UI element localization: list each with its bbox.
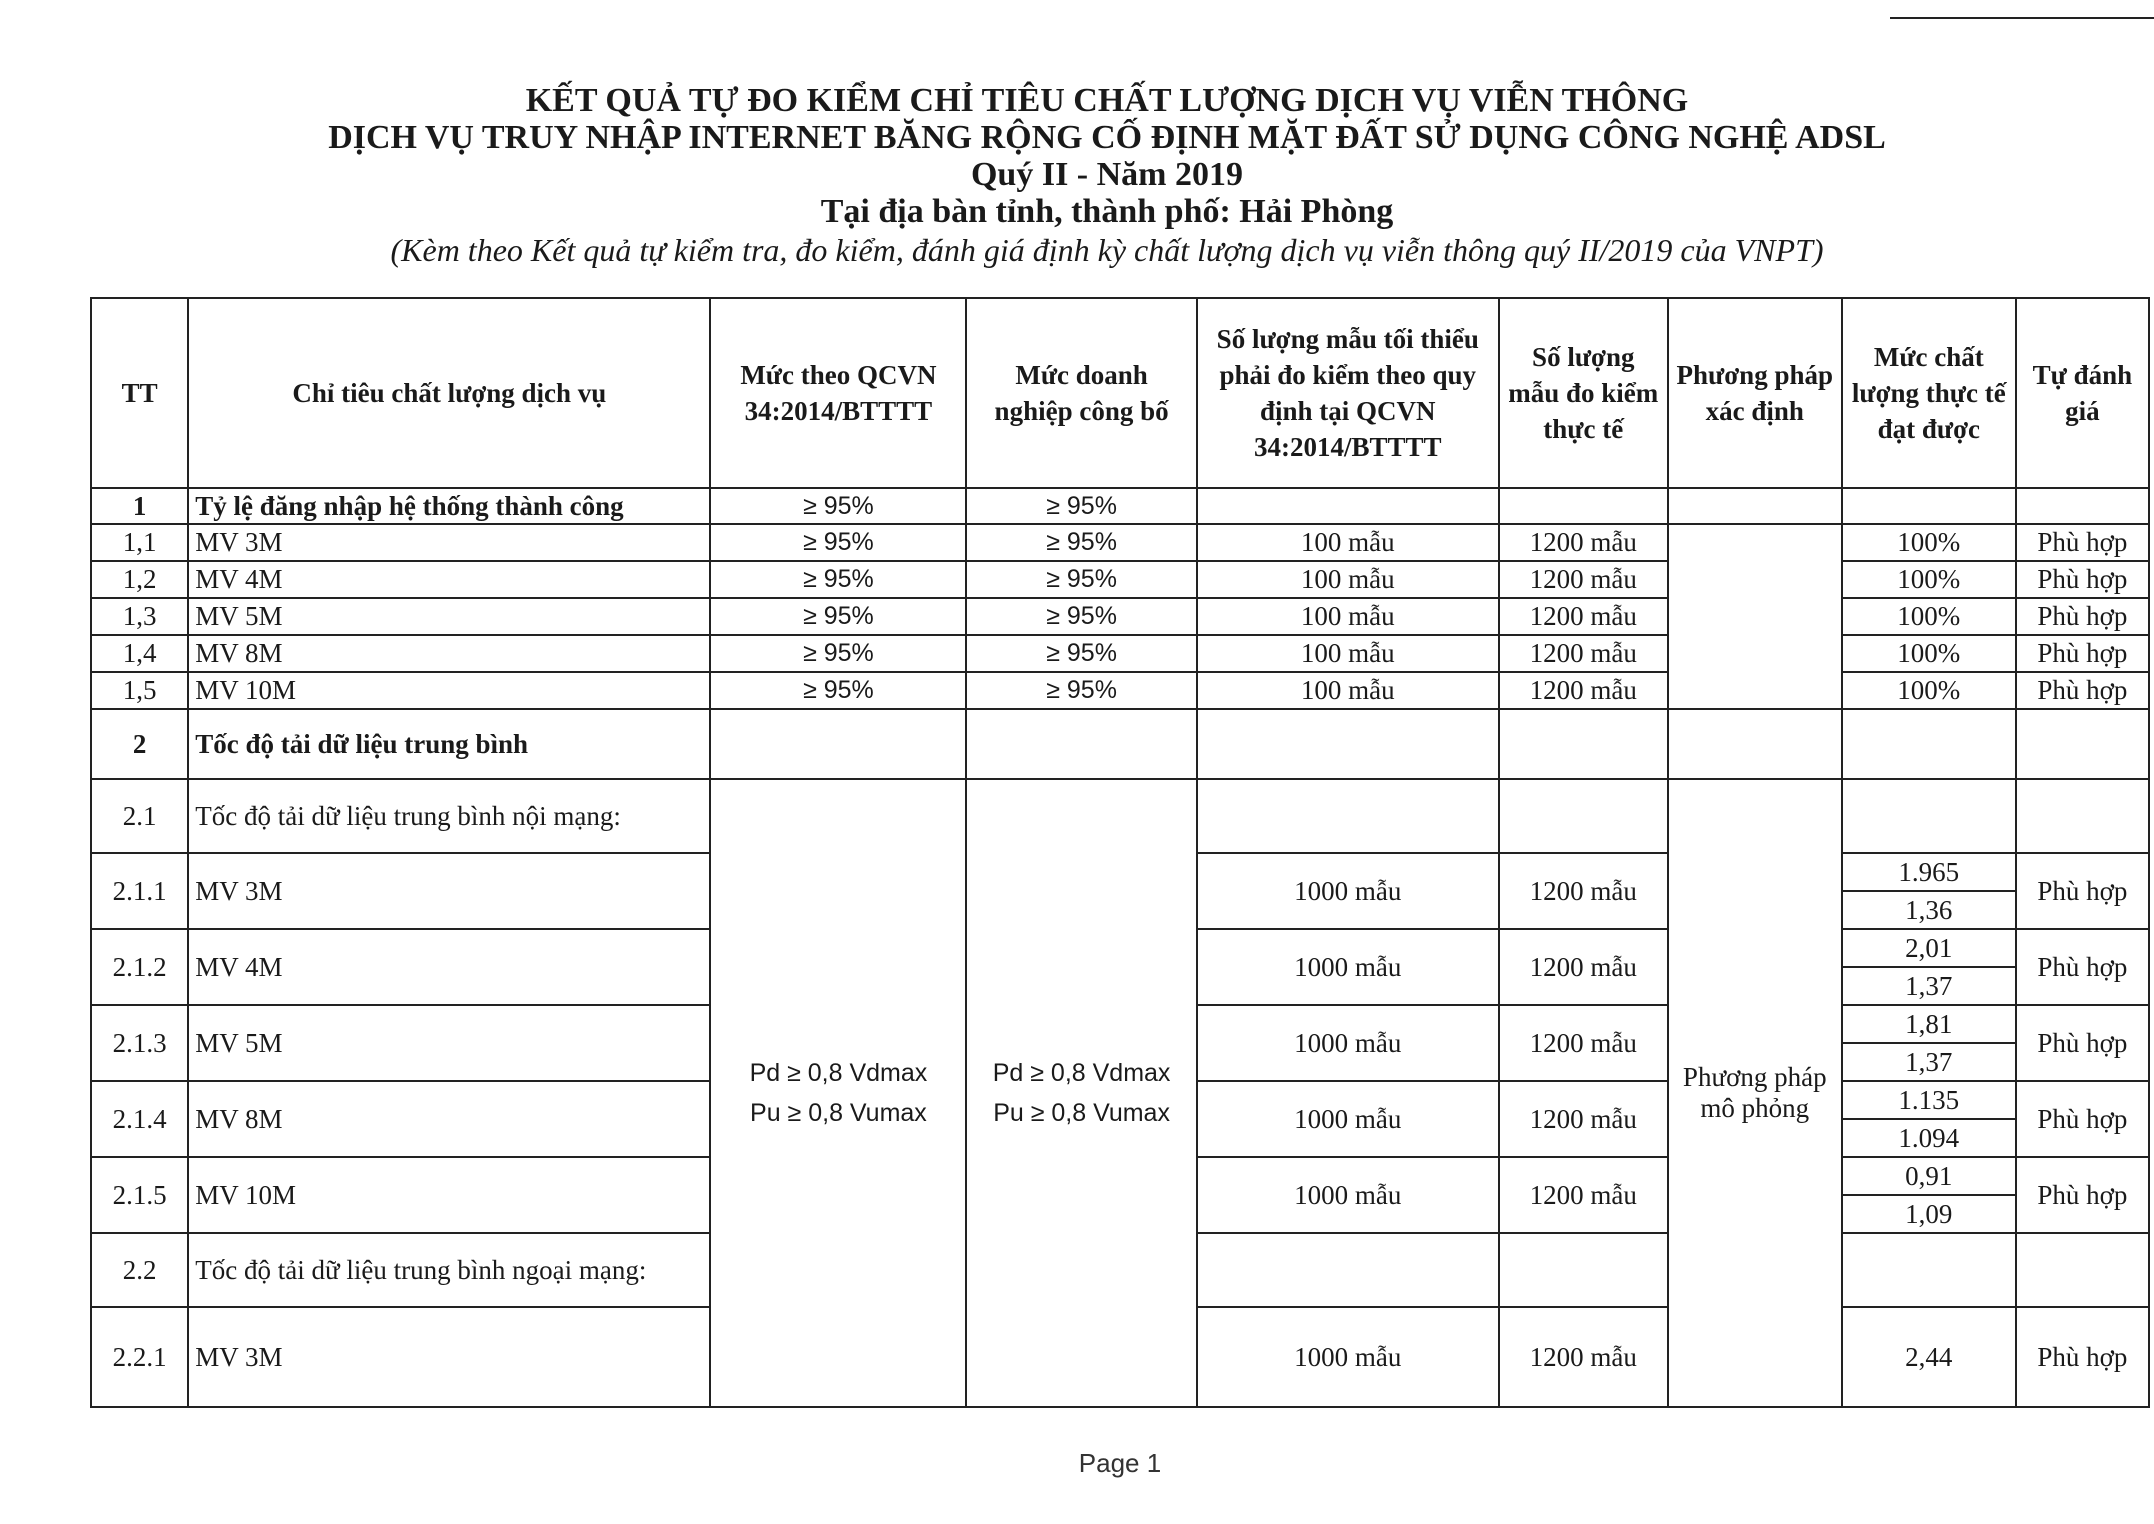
results-table <box>90 297 2150 1408</box>
evaluation: Phù hợp <box>2016 929 2149 1005</box>
empty-cell <box>1499 779 1668 853</box>
row-label: MV 5M <box>188 598 710 635</box>
min-samples: 100 mẫu <box>1197 598 1499 635</box>
empty-cell <box>966 709 1196 779</box>
row-label: MV 5M <box>188 1005 710 1081</box>
empty-cell <box>1842 709 2016 779</box>
document-header <box>0 82 2154 270</box>
result-value: 100% <box>1842 524 2016 561</box>
method-value: Phương pháp mô phỏng <box>1668 779 1842 1407</box>
evaluation: Phù hợp <box>2016 1081 2149 1157</box>
upload-value: 1,09 <box>1905 1199 1953 1229</box>
evaluation: Phù hợp <box>2016 1005 2149 1081</box>
row-label: MV 10M <box>188 1157 710 1233</box>
actual-samples: 1200 mẫu <box>1499 672 1668 709</box>
download-value: 1.965 <box>1843 854 2015 892</box>
actual-samples: 1200 mẫu <box>1499 1157 1668 1233</box>
empty-cell <box>1668 709 1842 779</box>
result-value: 2,44 <box>1842 1307 2016 1407</box>
result-value: 100% <box>1842 598 2016 635</box>
row-label: MV 3M <box>188 524 710 561</box>
evaluation: Phù hợp <box>2016 598 2149 635</box>
upload-value: 1.094 <box>1898 1123 1960 1153</box>
empty-cell <box>2016 1233 2149 1307</box>
declared-value: ≥ 95% <box>966 635 1196 672</box>
declared-value: ≥ 95% <box>966 488 1196 524</box>
empty-cell <box>1842 779 2016 853</box>
min-samples: 1000 mẫu <box>1197 853 1499 929</box>
min-samples: 1000 mẫu <box>1197 1157 1499 1233</box>
empty-cell <box>1499 709 1668 779</box>
row-number: 1,4 <box>91 635 188 672</box>
row-label: MV 10M <box>188 672 710 709</box>
empty-cell <box>1197 709 1499 779</box>
section-title: Tốc độ tải dữ liệu trung bình <box>188 709 710 779</box>
row-number: 2.1.2 <box>91 929 188 1005</box>
download-value: 1.135 <box>1843 1082 2015 1120</box>
download-value: 1,81 <box>1843 1006 2015 1044</box>
section-row <box>91 488 2149 524</box>
min-samples: 1000 mẫu <box>1197 929 1499 1005</box>
row-number: 1,5 <box>91 672 188 709</box>
qcvn-value: ≥ 95% <box>710 635 966 672</box>
row-label: MV 4M <box>188 929 710 1005</box>
row-number: 1,1 <box>91 524 188 561</box>
evaluation: Phù hợp <box>2016 853 2149 929</box>
subsection-title: Tốc độ tải dữ liệu trung bình ngoại mạng: <box>188 1233 710 1307</box>
actual-samples: 1200 mẫu <box>1499 561 1668 598</box>
evaluation: Phù hợp <box>2016 1157 2149 1233</box>
empty-cell <box>1842 488 2016 524</box>
empty-cell <box>1197 488 1499 524</box>
row-label: MV 3M <box>188 853 710 929</box>
col-header-self-eval: Tự đánh giá <box>2016 298 2149 488</box>
row-number: 2.1.3 <box>91 1005 188 1081</box>
empty-cell <box>2016 709 2149 779</box>
col-header-indicator: Chỉ tiêu chất lượng dịch vụ <box>188 298 710 488</box>
result-split-cell <box>1842 1081 2016 1157</box>
actual-samples: 1200 mẫu <box>1499 598 1668 635</box>
subsection-number: 2.1 <box>91 779 188 853</box>
row-label: MV 8M <box>188 1081 710 1157</box>
declared-value: ≥ 95% <box>966 561 1196 598</box>
row-number: 2.2.1 <box>91 1307 188 1407</box>
empty-cell <box>2016 488 2149 524</box>
row-number: 1,3 <box>91 598 188 635</box>
section-row <box>91 709 2149 779</box>
min-samples: 1000 mẫu <box>1197 1307 1499 1407</box>
subsection-number: 2.2 <box>91 1233 188 1307</box>
result-value: 100% <box>1842 561 2016 598</box>
qcvn-speed-formula: Pd ≥ 0,8 Vdmax Pu ≥ 0,8 Vumax <box>710 779 966 1407</box>
actual-samples: 1200 mẫu <box>1499 1307 1668 1407</box>
row-label: MV 4M <box>188 561 710 598</box>
section-title: Tỷ lệ đăng nhập hệ thống thành công <box>188 488 710 524</box>
col-header-tt: TT <box>91 298 188 488</box>
row-label: MV 3M <box>188 1307 710 1407</box>
method-cell <box>1668 524 1842 709</box>
empty-cell <box>1197 779 1499 853</box>
col-header-method: Phương pháp xác định <box>1668 298 1842 488</box>
min-samples: 100 mẫu <box>1197 672 1499 709</box>
actual-samples: 1200 mẫu <box>1499 1081 1668 1157</box>
result-split-cell <box>1842 929 2016 1005</box>
result-split-cell <box>1842 1157 2016 1233</box>
min-samples: 100 mẫu <box>1197 561 1499 598</box>
title-line-1: KẾT QUẢ TỰ ĐO KIỂM CHỈ TIÊU CHẤT LƯỢNG DỊCH VỤ VIỄN THÔNG <box>525 82 1689 119</box>
empty-cell <box>1197 1233 1499 1307</box>
min-samples: 100 mẫu <box>1197 635 1499 672</box>
note-line: (Kèm theo Kết quả tự kiểm tra, đo kiểm, đánh giá định kỳ chất lượng dịch vụ viễn thông quý II/2019 của VNPT) <box>390 232 1824 268</box>
declared-value: ≥ 95% <box>966 672 1196 709</box>
min-samples: 1000 mẫu <box>1197 1005 1499 1081</box>
row-number: 1,2 <box>91 561 188 598</box>
row-label: MV 8M <box>188 635 710 672</box>
declared-speed-formula: Pd ≥ 0,8 Vdmax Pu ≥ 0,8 Vumax <box>966 779 1196 1407</box>
download-value: 2,01 <box>1843 930 2015 968</box>
top-rule <box>1890 17 2154 19</box>
quarter-line: Quý II - Năm 2019 <box>970 156 1244 193</box>
upload-value: 1,36 <box>1905 895 1953 925</box>
header-row <box>91 298 2149 488</box>
section-number: 2 <box>91 709 188 779</box>
row-number: 2.1.5 <box>91 1157 188 1233</box>
row-number: 2.1.4 <box>91 1081 188 1157</box>
actual-samples: 1200 mẫu <box>1499 1005 1668 1081</box>
subsection-row <box>91 779 2149 853</box>
qcvn-value: ≥ 95% <box>710 598 966 635</box>
qcvn-value: ≥ 95% <box>710 561 966 598</box>
qcvn-value: ≥ 95% <box>710 488 966 524</box>
result-value: 100% <box>1842 672 2016 709</box>
evaluation: Phù hợp <box>2016 561 2149 598</box>
declared-value: ≥ 95% <box>966 524 1196 561</box>
col-header-qcvn: Mức theo QCVN 34:2014/BTTTT <box>710 298 966 488</box>
result-split-cell <box>1842 853 2016 929</box>
evaluation: Phù hợp <box>2016 635 2149 672</box>
empty-cell <box>1842 1233 2016 1307</box>
min-samples: 100 mẫu <box>1197 524 1499 561</box>
download-value: 0,91 <box>1843 1158 2015 1196</box>
col-header-achieved: Mức chất lượng thực tế đạt được <box>1842 298 2016 488</box>
upload-value: 1,37 <box>1905 1047 1953 1077</box>
qcvn-value: ≥ 95% <box>710 672 966 709</box>
actual-samples: 1200 mẫu <box>1499 524 1668 561</box>
empty-cell <box>710 709 966 779</box>
evaluation: Phù hợp <box>2016 524 2149 561</box>
location-line: Tại địa bàn tỉnh, thành phố: Hải Phòng <box>820 193 1394 230</box>
title-line-2: DỊCH VỤ TRUY NHẬP INTERNET BĂNG RỘNG CỐ ĐỊNH MẶT ĐẤT SỬ DỤNG CÔNG NGHỆ ADSL <box>328 119 1886 156</box>
empty-cell <box>1499 1233 1668 1307</box>
upload-value: 1,37 <box>1905 971 1953 1001</box>
col-header-min-samples: Số lượng mẫu tối thiểu phải đo kiểm theo quy định tại QCVN 34:2014/BTTTT <box>1197 298 1499 488</box>
evaluation: Phù hợp <box>2016 672 2149 709</box>
evaluation: Phù hợp <box>2016 1307 2149 1407</box>
subsection-title: Tốc độ tải dữ liệu trung bình nội mạng: <box>188 779 710 853</box>
result-split-cell <box>1842 1005 2016 1081</box>
row-number: 2.1.1 <box>91 853 188 929</box>
qcvn-value: ≥ 95% <box>710 524 966 561</box>
section-number: 1 <box>91 488 188 524</box>
result-value: 100% <box>1842 635 2016 672</box>
empty-cell <box>1668 488 1842 524</box>
actual-samples: 1200 mẫu <box>1499 853 1668 929</box>
col-header-declared: Mức doanh nghiệp công bố <box>966 298 1196 488</box>
col-header-actual-samples: Số lượng mẫu đo kiểm thực tế <box>1499 298 1668 488</box>
page-number: Page 1 <box>1078 1448 1162 1478</box>
actual-samples: 1200 mẫu <box>1499 635 1668 672</box>
actual-samples: 1200 mẫu <box>1499 929 1668 1005</box>
empty-cell <box>2016 779 2149 853</box>
table-row <box>91 524 2149 561</box>
empty-cell <box>1499 488 1668 524</box>
declared-value: ≥ 95% <box>966 598 1196 635</box>
min-samples: 1000 mẫu <box>1197 1081 1499 1157</box>
